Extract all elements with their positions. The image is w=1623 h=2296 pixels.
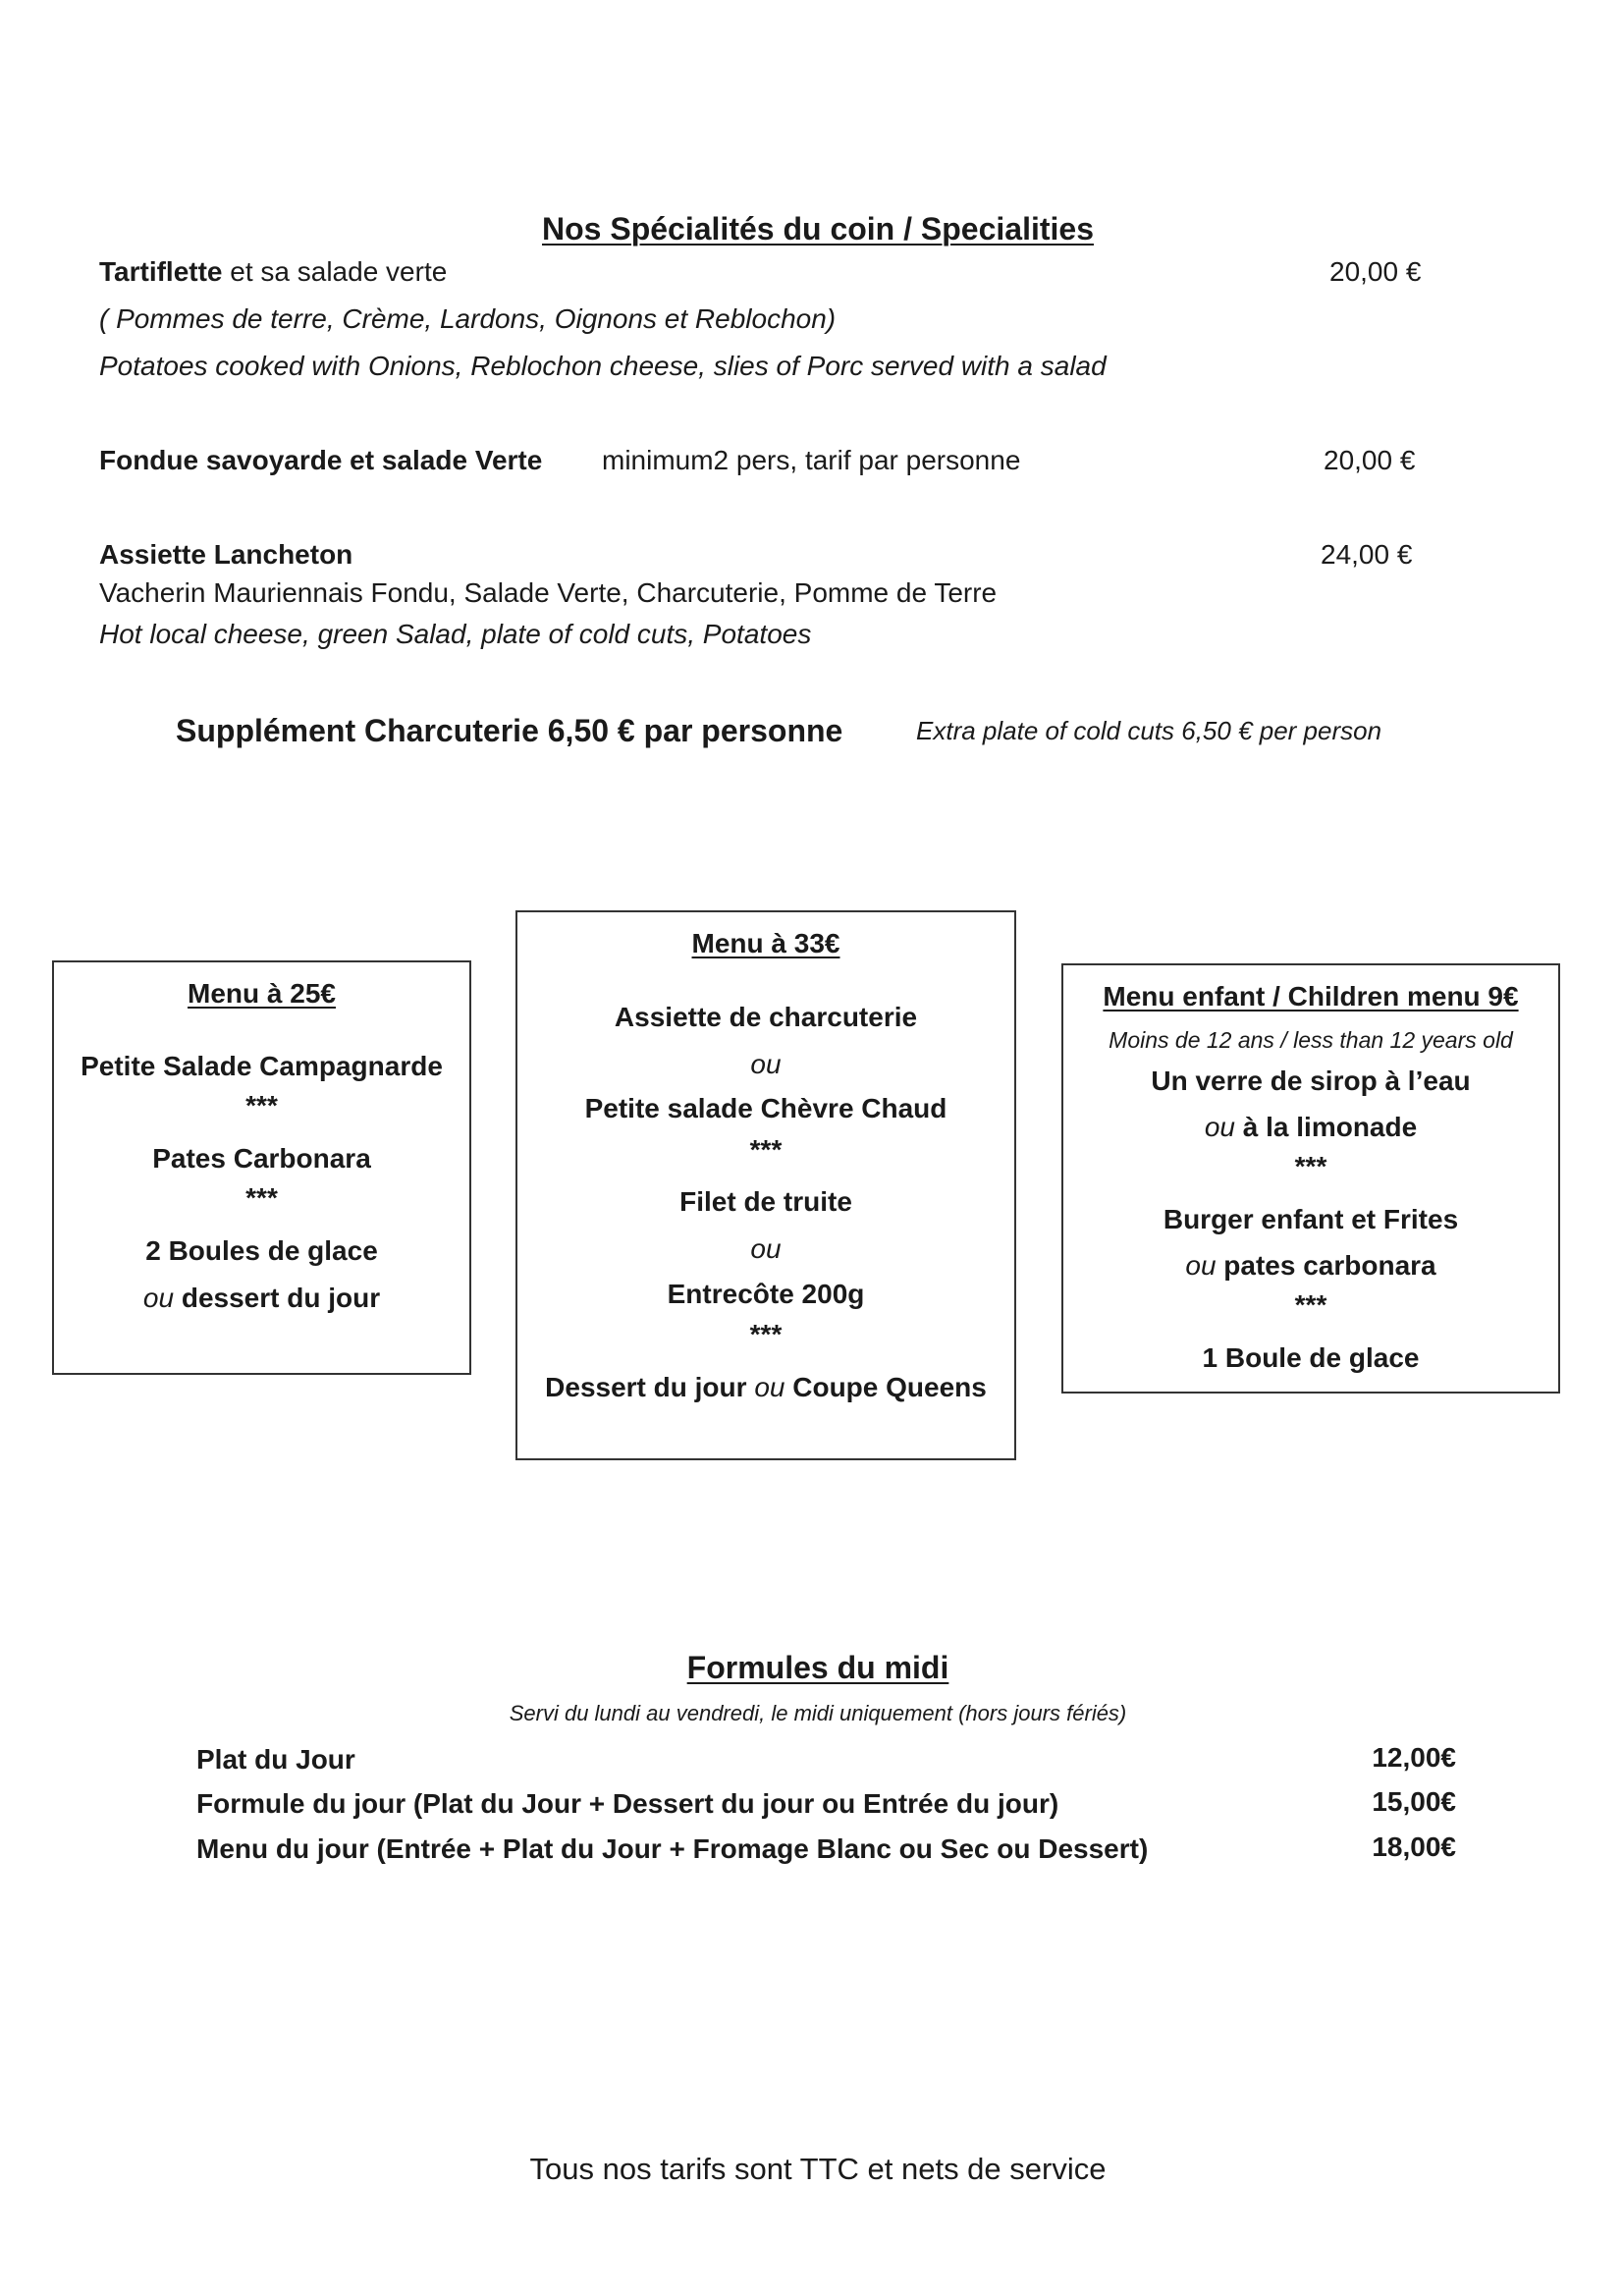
menu-25-dessert-alt xyxy=(143,1279,380,1318)
formules-title: Formules du midi xyxy=(686,1650,949,1685)
separator: *** xyxy=(749,1319,783,1349)
kids-menu-subtitle: Moins de 12 ans / less than 12 years old xyxy=(1109,1027,1513,1053)
kids-drink-alt xyxy=(1205,1108,1417,1147)
item-name-suffix: et sa salade verte xyxy=(222,256,448,287)
separator: *** xyxy=(749,1134,783,1165)
menu-25-main: Pates Carbonara xyxy=(152,1143,371,1174)
menu-25-dessert: 2 Boules de glace xyxy=(145,1235,378,1266)
footer-note: Tous nos tarifs sont TTC et nets de service xyxy=(529,2152,1107,2186)
or-word: ou xyxy=(142,1283,175,1313)
supplement-text: Supplément Charcuterie 6,50 € par personne xyxy=(176,713,843,748)
formule-row-price: 15,00€ xyxy=(1372,1786,1456,1817)
or-word: ou xyxy=(750,1233,782,1264)
menu-25-box xyxy=(52,960,471,1375)
separator: *** xyxy=(1294,1289,1327,1320)
or-word: ou xyxy=(1204,1112,1235,1142)
fondue-title: Fondue savoyarde et salade Verte xyxy=(99,445,543,475)
menu-25-starter: Petite Salade Campagnarde xyxy=(81,1051,443,1081)
assiette-price: 24,00 € xyxy=(1321,539,1413,570)
formule-row-label: Plat du Jour xyxy=(196,1744,355,1775)
formule-row-label: Formule du jour (Plat du Jour + Dessert du jour ou Entrée du jour) xyxy=(196,1788,1059,1819)
assiette-desc-fr: Vacherin Mauriennais Fondu, Salade Verte, Charcuterie, Pomme de Terre xyxy=(99,577,998,608)
formule-row-price: 12,00€ xyxy=(1372,1742,1456,1773)
tartiflette-price: 20,00 € xyxy=(1329,256,1422,287)
dessert-alt-text: Coupe Queens xyxy=(784,1372,987,1402)
kids-menu-title: Menu enfant / Children menu 9€ xyxy=(1103,981,1519,1011)
supplement-text-en: Extra plate of cold cuts 6,50 € per person xyxy=(916,716,1382,745)
menu-33-main-alt: Entrecôte 200g xyxy=(667,1279,865,1309)
menu-33-starter-alt: Petite salade Chèvre Chaud xyxy=(584,1093,947,1123)
or-word: ou xyxy=(754,1372,785,1402)
fondue-note: minimum2 pers, tarif par personne xyxy=(602,445,1021,475)
specialities-title: Nos Spécialités du coin / Specialities xyxy=(542,211,1094,246)
assiette-desc-en: Hot local cheese, green Salad, plate of cold cuts, Potatoes xyxy=(99,619,812,649)
separator: *** xyxy=(1294,1151,1327,1181)
tartiflette-title xyxy=(99,252,447,292)
or-word: ou xyxy=(1185,1250,1217,1281)
kids-menu-box xyxy=(1061,963,1560,1394)
tartiflette-desc-fr: ( Pommes de terre, Crème, Lardons, Oignons et Reblochon) xyxy=(99,303,837,334)
dessert-alt-text: dessert du jour xyxy=(174,1283,381,1313)
menu-33-title: Menu à 33€ xyxy=(691,928,840,958)
menu-33-box xyxy=(515,910,1016,1460)
menu-33-starter: Assiette de charcuterie xyxy=(614,1002,918,1032)
main-alt-text: pates carbonara xyxy=(1216,1250,1436,1281)
dessert-text: Dessert du jour xyxy=(545,1372,755,1402)
kids-main-alt xyxy=(1185,1246,1435,1285)
formule-row-price: 18,00€ xyxy=(1372,1831,1456,1862)
assiette-title: Assiette Lancheton xyxy=(99,539,353,570)
menu-33-main: Filet de truite xyxy=(679,1186,852,1217)
menu-33-dessert xyxy=(545,1368,987,1407)
kids-dessert: 1 Boule de glace xyxy=(1202,1342,1420,1373)
drink-alt-text: à la limonade xyxy=(1234,1112,1418,1142)
item-name: Tartiflette xyxy=(99,256,223,287)
or-word: ou xyxy=(750,1049,782,1079)
formule-row-label: Menu du jour (Entrée + Plat du Jour + Fromage Blanc ou Sec ou Dessert) xyxy=(196,1833,1149,1864)
tartiflette-desc-en: Potatoes cooked with Onions, Reblochon cheese, slies of Porc served with a salad xyxy=(99,351,1107,381)
formules-subtitle: Servi du lundi au vendredi, le midi uniquement (hors jours fériés) xyxy=(509,1701,1127,1725)
menu-25-title: Menu à 25€ xyxy=(188,978,336,1009)
kids-main: Burger enfant et Frites xyxy=(1163,1204,1459,1234)
separator: *** xyxy=(245,1182,278,1213)
kids-drink: Un verre de sirop à l’eau xyxy=(1151,1066,1471,1096)
fondue-price: 20,00 € xyxy=(1324,445,1416,475)
separator: *** xyxy=(245,1090,278,1121)
